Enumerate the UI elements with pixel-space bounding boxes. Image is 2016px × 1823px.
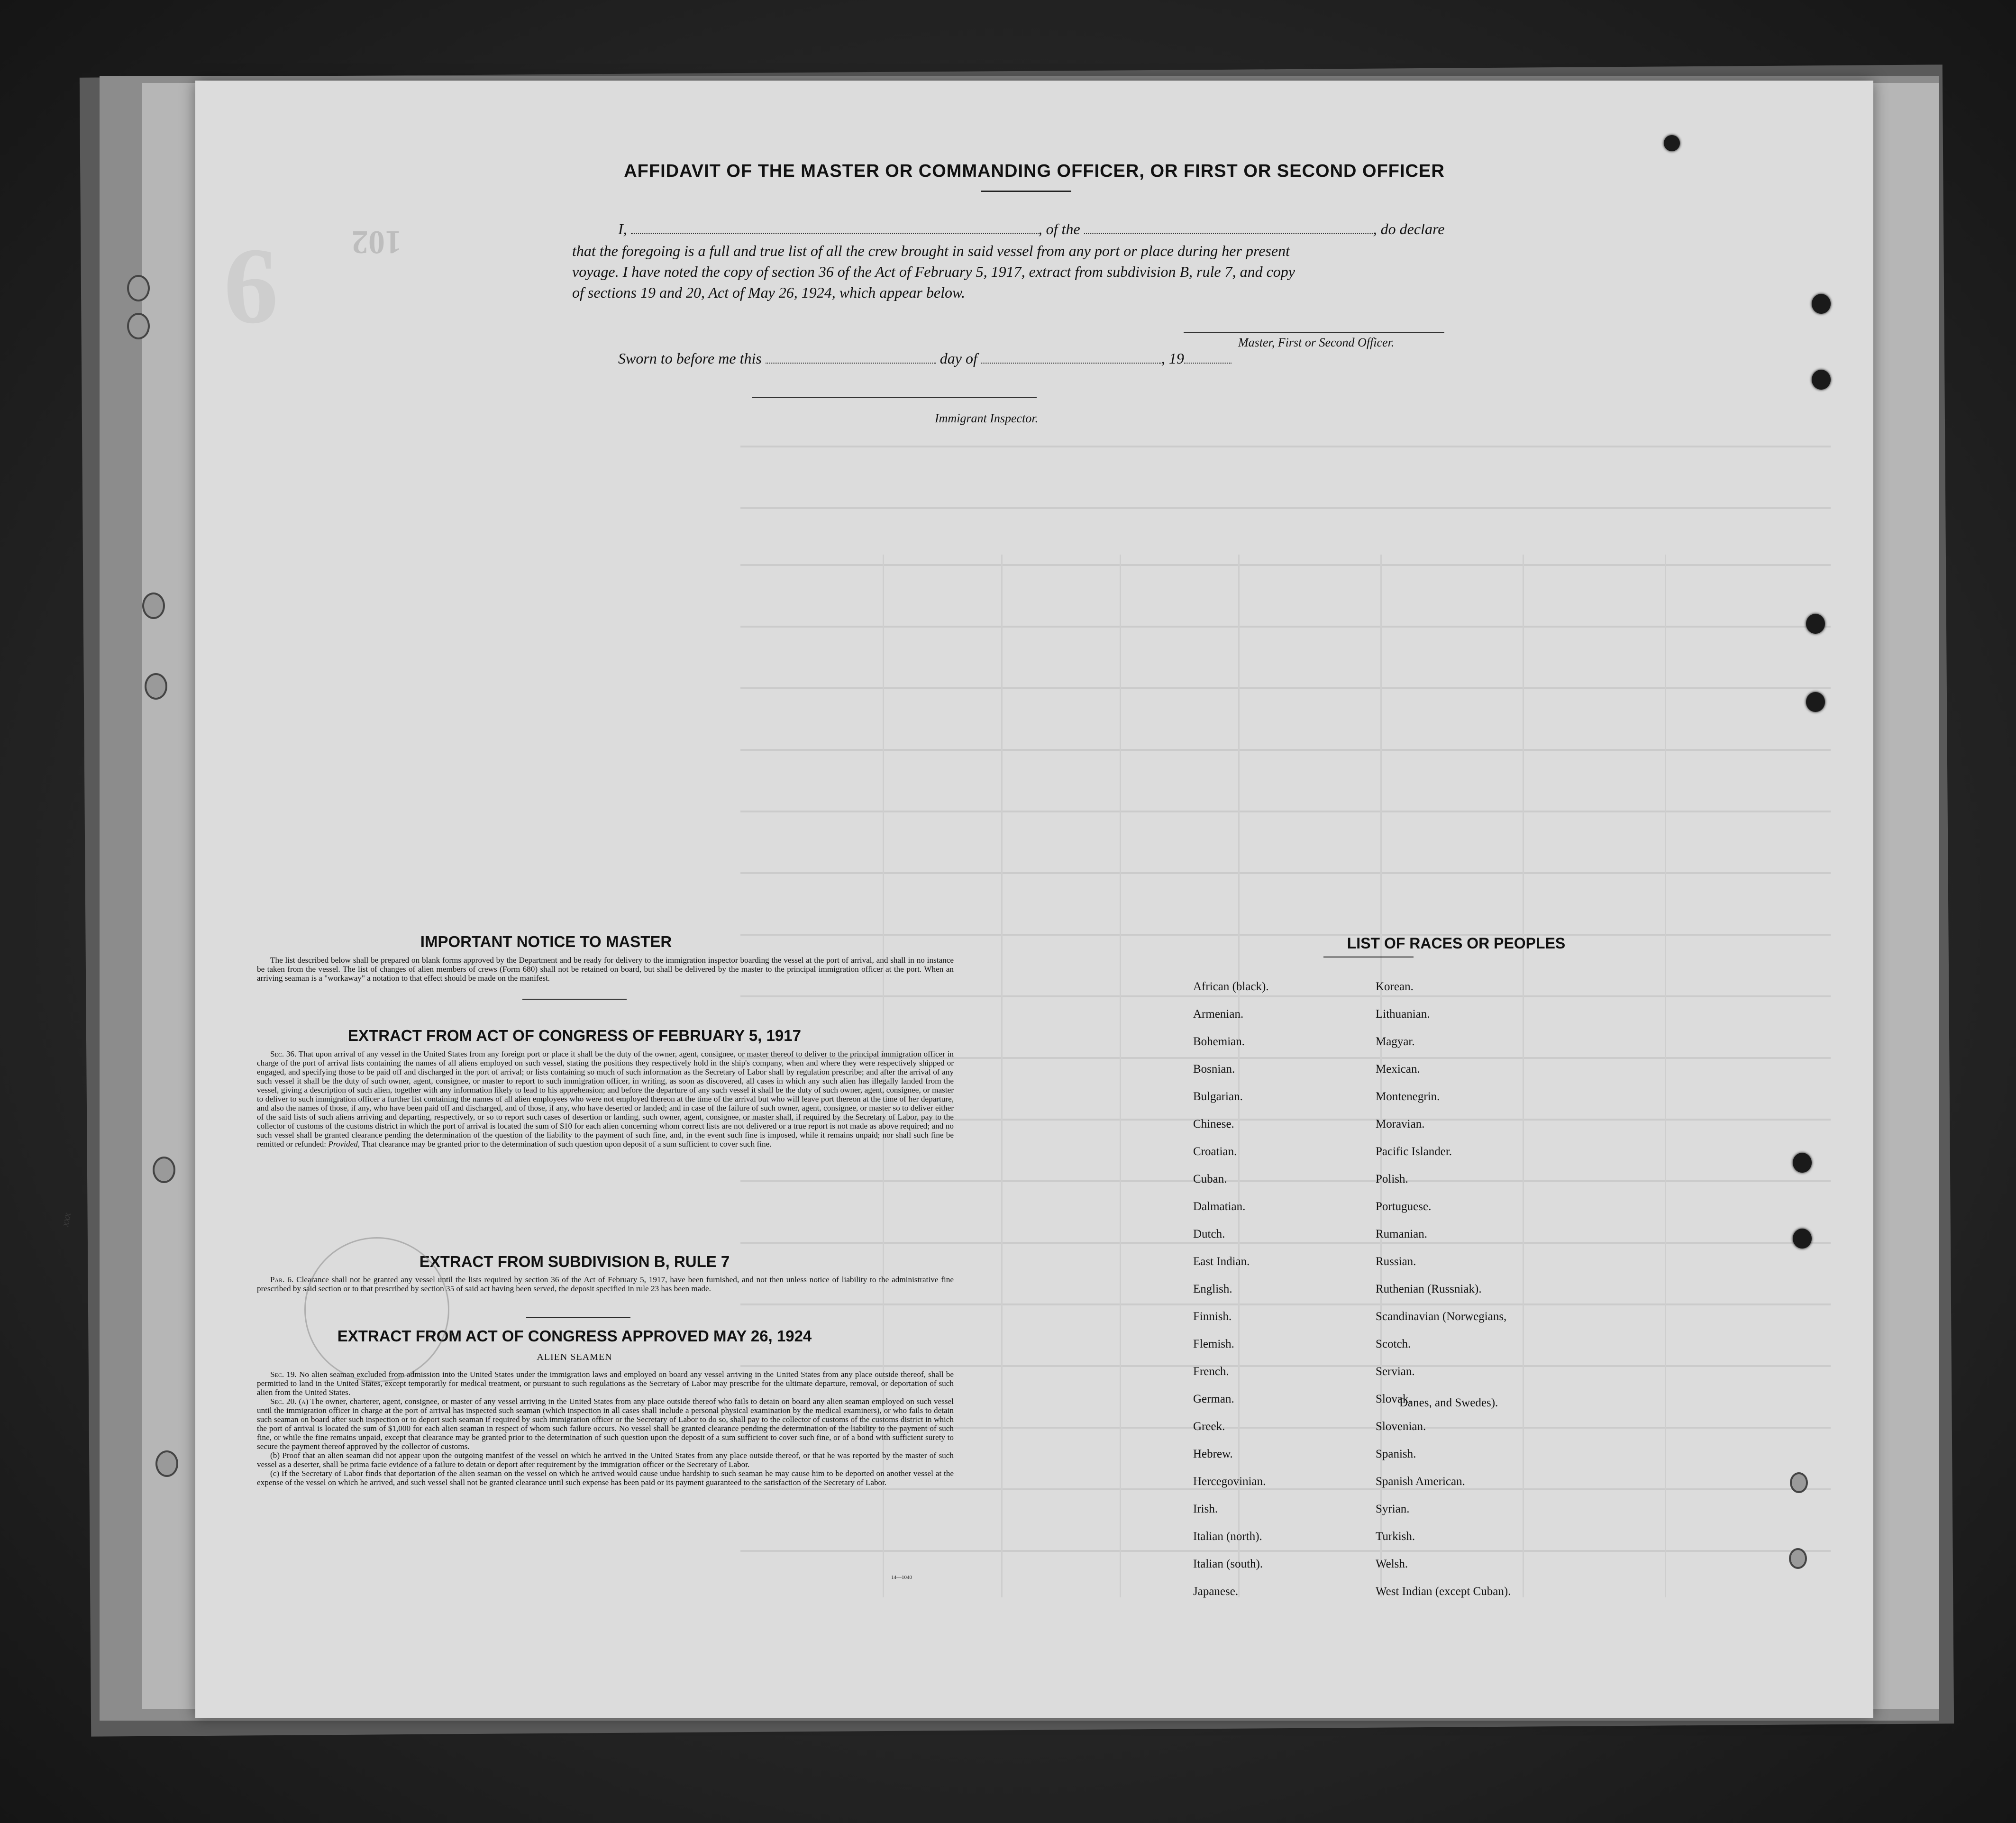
inspector-signature-line	[752, 397, 1037, 398]
affidavit-title: AFFIDAVIT OF THE MASTER OR COMMANDING OFFICER, OR FIRST OR SECOND OFFICER	[624, 161, 1445, 181]
vessel-blank	[1084, 233, 1373, 234]
race-item: Bulgarian.	[1193, 1090, 1243, 1103]
sec36-body: That upon arrival of any vessel in the United States from any foreign port or place it shall be the duty of the owner, agent, consignee, or master thereof to deliver to the principal immigration officer in charge of the port of arrival lists containing the names of all aliens employed on such vessel, stating the positions they respectively hold in the ship's company, when and where they were respectively shipped or engaged, and specifying those to be paid off and discharged in the port of arrival; or lists containing so much of such information as the Secretary of Labor shall by regulation prescribe; and after the arrival of any such vessel it shall be the duty of such owner, agent, consignee, or master to report to such immigration officer, in writing, as soon as discovered, all cases in which any such alien has illegally landed from the vessel, giving a description of such alien, together with any information likely to lead to his apprehension; and before the departure of any such vessel it shall be the duty of such owner, agent, consignee, or master to deliver to such immigration officer a further list containing the names of all alien employees who were not employed thereon at the time of the arrival but who will leave port thereon at the time of her departure, and also the names of those, if any, who have been paid off and discharged, and of those, if any, who have deserted or landed; and in case of the failure of such owner, agent, consignee, or master so to deliver either of the said lists of such aliens arriving and departing, respectively, or so to report such cases of desertion or landing, such owner, agent, consignee, or master shall, if required by the Secretary of Labor, pay to the collector of customs of the customs district in which the port of arrival is located the sum of $10 for each alien concerning whom correct lists are not delivered or a true report is not made as above required; and no such vessel shall be granted clearance pending the determination of the question of the liability to the payment of such fine, and, in the event such fine is imposed, while it remains unpaid; nor shall such fine be remitted or refunded:	[257, 1049, 954, 1148]
race-item: Croatian.	[1193, 1145, 1237, 1158]
sworn-text: Sworn to before me this	[618, 350, 762, 367]
race-item: Syrian.	[1376, 1503, 1410, 1515]
race-item: Chinese.	[1193, 1118, 1234, 1130]
race-item-continuation: Danes, and Swedes).	[1399, 1396, 1498, 1409]
sec20b-body: (b) Proof that an alien seaman did not appear upon the outgoing manifest of the vessel on which he arrived in the United States from any place outside thereof, or that he was reported by the master of such vessel as a deserter, shall be prima facie evidence of a failure to detain or deport after requirement by the immigration officer or the Secretary of Labor.	[257, 1451, 954, 1469]
race-item: Polish.	[1376, 1173, 1408, 1185]
margin-handwriting: xxx	[59, 1212, 73, 1228]
binder-hole	[127, 313, 150, 339]
race-item: Hebrew.	[1193, 1448, 1233, 1460]
faint-stamp	[304, 1237, 449, 1382]
binder-hole	[155, 1450, 178, 1477]
day-blank	[766, 363, 936, 364]
sec20-label: Sec. 20. (a)	[270, 1397, 309, 1406]
race-item: Lithuanian.	[1376, 1008, 1430, 1021]
race-item: Korean.	[1376, 980, 1414, 993]
race-item: Irish.	[1193, 1503, 1218, 1515]
race-item: Bohemian.	[1193, 1035, 1245, 1048]
sec36-end: That clearance may be granted prior to the determination of such question upon deposit of a sum sufficient to cover such fine.	[362, 1139, 772, 1148]
name-blank	[631, 233, 1039, 234]
binder-hole	[1790, 1472, 1808, 1493]
race-item: Turkish.	[1376, 1530, 1415, 1543]
extract-1917-title: EXTRACT FROM ACT OF CONGRESS OF FEBRUARY 5, 1917	[348, 1027, 801, 1044]
master-signature-line	[1184, 332, 1444, 333]
race-item: Pacific Islander.	[1376, 1145, 1452, 1158]
sec19-label: Sec. 19.	[270, 1370, 297, 1379]
binder-hole	[1789, 1548, 1807, 1569]
race-item: Dutch.	[1193, 1228, 1225, 1240]
race-item: Dalmatian.	[1193, 1200, 1246, 1213]
race-item: Greek.	[1193, 1420, 1225, 1433]
binder-hole	[153, 1157, 175, 1183]
extract-1917-text	[257, 1049, 954, 1148]
race-item: Slovak.	[1376, 1393, 1412, 1405]
race-item: Spanish American.	[1376, 1475, 1465, 1488]
day-of-text: day of	[940, 350, 977, 367]
par6-body: Clearance shall not be granted any vessel until the lists required by section 36 of the Act of February 5, 1917, have been furnished, and not then unless notice of liability to the administrative fine prescribed by said section or to that prescribed by section 35 of said act having been served, the deposit specified in rule 23 has been made.	[257, 1275, 954, 1293]
race-item: Mexican.	[1376, 1063, 1420, 1076]
race-item: Rumanian.	[1376, 1228, 1428, 1240]
binder-hole	[1806, 614, 1825, 634]
races-title: LIST OF RACES OR PEOPLES	[1347, 935, 1566, 952]
par6-label: Par. 6.	[270, 1275, 294, 1284]
extract-1924-text	[257, 1370, 954, 1487]
races-column-1	[1193, 980, 1269, 1613]
binder-hole	[127, 275, 150, 301]
affidavit-line-2: that the foregoing is a full and true list of all the crew brought in said vessel from any port or place during her present	[572, 242, 1290, 259]
binder-hole	[1664, 135, 1680, 151]
race-item: Bosnian.	[1193, 1063, 1235, 1076]
race-item: Ruthenian (Russniak).	[1376, 1283, 1482, 1295]
sec36-label: Sec. 36.	[270, 1049, 297, 1058]
notice-paragraph: The list described below shall be prepared on blank forms approved by the Department and be ready for delivery to the immigration inspector boarding the vessel at the port of arrival, and shall in no instance be taken from the vessel. The list of changes of alien members of crews (Form 680) shall not be retained on board, but shall be delivered by the master to the principal immigration officer at the port. When an arriving seaman is a "workaway" a notation to that effect should be made on the manifest.	[257, 956, 954, 983]
affidavit-declare: , do declare	[1373, 220, 1445, 237]
sec36-proviso: Provided,	[328, 1139, 360, 1148]
race-item: Italian (south).	[1193, 1558, 1263, 1570]
race-item: Spanish.	[1376, 1448, 1416, 1460]
document-page	[195, 81, 1873, 1718]
race-item: Portuguese.	[1376, 1200, 1432, 1213]
race-item: East Indian.	[1193, 1255, 1250, 1268]
ghost-numeral: 6	[224, 225, 278, 346]
race-item: English.	[1193, 1283, 1232, 1295]
race-item: Italian (north).	[1193, 1530, 1262, 1543]
alien-seamen-subtitle: ALIEN SEAMEN	[537, 1352, 612, 1362]
month-blank	[981, 363, 1161, 364]
affidavit-line-4: of sections 19 and 20, Act of May 26, 1924, which appear below.	[572, 284, 965, 301]
race-item: Flemish.	[1193, 1338, 1234, 1350]
affidavit-i: I,	[618, 220, 627, 237]
race-item: Finnish.	[1193, 1310, 1232, 1323]
affidavit-line-3: voyage. I have noted the copy of section 36 of the Act of February 5, 1917, extract from subdivision B, rule 7, and copy	[572, 263, 1295, 280]
binder-hole	[1793, 1153, 1812, 1173]
race-item: Montenegrin.	[1376, 1090, 1440, 1103]
race-item: Hercegovinian.	[1193, 1475, 1266, 1488]
notice-text	[257, 956, 954, 983]
race-item: Moravian.	[1376, 1118, 1425, 1130]
ghost-stamp-number: 102	[352, 224, 401, 260]
binder-hole	[1793, 1229, 1812, 1249]
race-item: Armenian.	[1193, 1008, 1244, 1021]
binder-hole	[1812, 294, 1831, 314]
master-label: Master, First or Second Officer.	[1238, 336, 1395, 349]
sec20c-body: (c) If the Secretary of Labor finds that deportation of the alien seaman on the vessel on which he arrived would cause undue hardship to such seaman he may cause him to be deported on another vessel at the expense of the vessel on which he arrived, and such vessel shall not be granted clearance until such expense has been paid or its payment guaranteed to the satisfaction of the Secretary of Labor.	[257, 1469, 954, 1487]
extract-rule7-title: EXTRACT FROM SUBDIVISION B, RULE 7	[419, 1253, 730, 1270]
year-text: , 19	[1161, 350, 1184, 367]
races-column-2	[1376, 980, 1511, 1613]
race-item: Scandinavian (Norwegians,	[1376, 1310, 1507, 1323]
race-item: Scotch.	[1376, 1338, 1411, 1350]
race-item: West Indian (except Cuban).	[1376, 1585, 1511, 1598]
title-rule	[981, 191, 1071, 192]
race-item: Russian.	[1376, 1255, 1416, 1268]
section-rule	[526, 1317, 630, 1318]
race-item: German.	[1193, 1393, 1234, 1405]
year-blank	[1184, 363, 1231, 364]
binder-hole	[1812, 370, 1831, 390]
binder-hole	[142, 592, 165, 619]
affidavit-line-1	[618, 220, 1444, 238]
notice-title: IMPORTANT NOTICE TO MASTER	[420, 933, 672, 950]
form-number: 14—1040	[891, 1575, 912, 1580]
binder-hole	[1806, 692, 1825, 712]
race-item: Magyar.	[1376, 1035, 1415, 1048]
race-item: Cuban.	[1193, 1173, 1227, 1185]
race-item: Welsh.	[1376, 1558, 1408, 1570]
extract-1924-title: EXTRACT FROM ACT OF CONGRESS APPROVED MAY 26, 1924	[337, 1327, 812, 1345]
race-item: French.	[1193, 1365, 1229, 1378]
section-rule	[522, 999, 627, 1000]
sec20a-body: The owner, charterer, agent, consignee, or master of any vessel arriving in the United States from any place outside thereof who fails to detain on board any alien seaman employed on such vessel until the immigration officer in charge at the port of arrival has inspected such seaman (which inspection in all cases shall include a personal physical examination by the medical examiners), or who fails to detain such seaman on board after such inspection or to deport such seaman if required by such immigration officer or the Secretary of Labor to do so, shall pay to the collector of customs of the customs district in which the port of arrival is located the sum of $1,000 for each alien seaman in respect of whom such failure occurs. No vessel shall be granted clearance pending the determination of the liability to the payment of such fine, or while the fine remains unpaid, except that clearance may be granted prior to the determination of such question upon the deposit of a sum sufficient to cover such fine, or of a bond with sufficient surety to secure the payment thereof approved by the collector of customs.	[257, 1397, 954, 1451]
binder-hole	[145, 673, 167, 700]
race-item: Slovenian.	[1376, 1420, 1426, 1433]
sworn-line	[618, 350, 1231, 367]
inspector-label: Immigrant Inspector.	[935, 411, 1039, 425]
race-item: African (black).	[1193, 980, 1269, 993]
sec19-body: No alien seaman excluded from admission into the United States under the immigration laws and employed on board any vessel arriving in the United States from any place outside thereof, shall be permitted to land in the United States, except temporarily for medical treatment, or pursuant to such regulations as the Secretary of Labor may prescribe for the ultimate departure, removal, or deportation of such alien from the United States.	[257, 1370, 954, 1397]
race-item: Japanese.	[1193, 1585, 1239, 1598]
affidavit-of-the: , of the	[1038, 220, 1080, 237]
race-item: Servian.	[1376, 1365, 1415, 1378]
